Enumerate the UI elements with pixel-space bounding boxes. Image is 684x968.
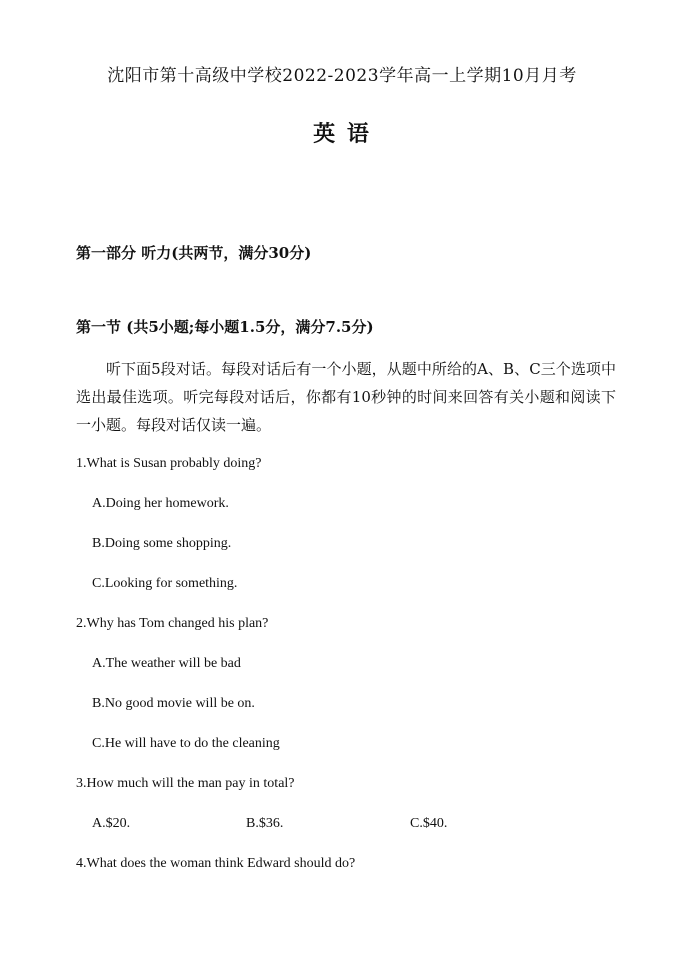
question-4-prompt: 4.What does the woman think Edward should do? [76,856,356,871]
question-3-option-a: A.$20. [92,816,131,831]
question-1-prompt: 1.What is Susan probably doing? [76,456,262,471]
question-1-option-a: A.Doing her homework. [92,496,229,511]
question-2-option-a: A.The weather will be bad [92,656,241,671]
part-one-heading: 第一部分 听力(共两节，满分30分) [76,244,312,262]
subject-title: 英 语 [313,121,371,147]
exam-title: 沈阳市第十高级中学校2022-2023学年高一上学期10月月考 [107,66,577,86]
section-one-heading: 第一节 (共5小题;每小题1.5分，满分7.5分) [76,318,374,336]
question-2-option-b: B.No good movie will be on. [92,696,255,711]
question-1-option-c: C.Looking for something. [92,576,238,591]
section-one-instructions: 听下面5段对话。每段对话后有一个小题，从题中所给的A、B、C三个选项中选出最佳选项。听完每段对话后，你都有10秒钟的时间来回答有关小题和阅读下一小题。每段对话仅读一遍。 [76,360,616,434]
question-2-prompt: 2.Why has Tom changed his plan? [76,616,269,631]
question-3-option-c: C.$40. [410,816,448,831]
question-1-option-b: B.Doing some shopping. [92,536,232,551]
question-3-prompt: 3.How much will the man pay in total? [76,776,295,791]
question-2-option-c: C.He will have to do the cleaning [92,736,280,751]
question-3-option-b: B.$36. [246,816,284,831]
